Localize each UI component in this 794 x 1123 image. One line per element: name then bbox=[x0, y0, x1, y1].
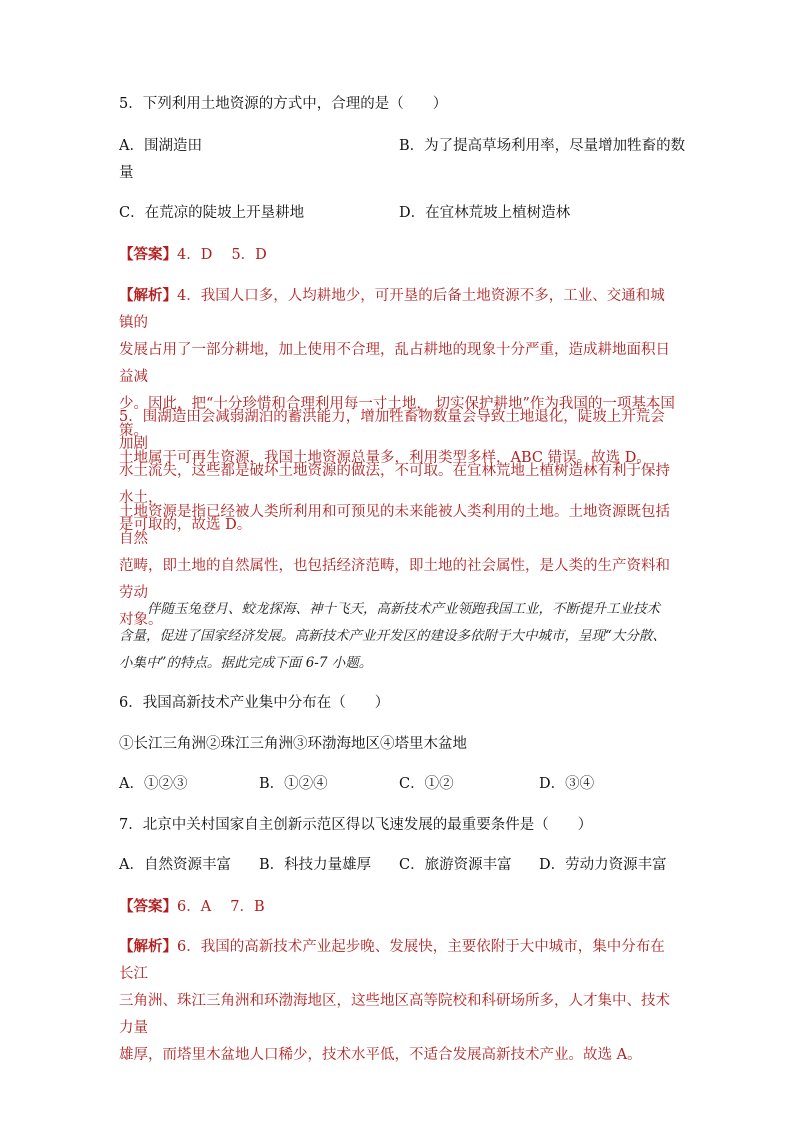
q6-option-a: A．①②③ bbox=[119, 776, 188, 792]
q5-option-c: C．在荒凉的陡坡上开垦耕地 bbox=[119, 205, 305, 221]
q6-option-b: B．①②④ bbox=[259, 776, 328, 792]
analysis-line: 是可取的，故选 D。 bbox=[119, 517, 252, 533]
q5-options-row-1 bbox=[119, 133, 686, 160]
analysis-text: 4．我国人口多，人均耕地少，可开垦的后备土地资源不多，工业、交通和城镇的 bbox=[119, 288, 665, 331]
q7-option-d: D．劳动力资源丰富 bbox=[539, 857, 667, 873]
analysis-line bbox=[119, 282, 679, 337]
q6-items: ①长江三角洲②珠江三角洲③环渤海地区④塔里木盆地 bbox=[119, 736, 467, 752]
q5-option-d: D．在宜林荒坡上植树造林 bbox=[399, 205, 571, 221]
q5-options-row-2 bbox=[119, 200, 679, 227]
material-line: 伴随玉兔登月、蛟龙探海、神十飞天，高新技术产业领跑我国工业，不断提升工业技术 bbox=[147, 601, 660, 617]
material-passage bbox=[119, 596, 679, 677]
q7-option-a: A．自然资源丰富 bbox=[119, 857, 231, 873]
analysis-line: 土地属于可再生资源，我国土地资源总量多，利用类型多样，ABC 错误。故选 D。 bbox=[119, 450, 651, 466]
q6-option-c: C．①② bbox=[399, 776, 454, 792]
analysis-block-2 bbox=[119, 933, 679, 1069]
analysis-line: 5．围湖造田会减弱湖泊的蓄洪能力，增加牲畜物数量会导致土地退化，陡坡上开荒会加剧 bbox=[119, 409, 665, 452]
answer-block-2 bbox=[119, 893, 265, 921]
answer-block-1 bbox=[119, 241, 267, 269]
analysis-line: 少。因此，把“十分珍惜和合理利用每一寸土地， 切实保护耕地”作为我国的一项基本国策。 bbox=[119, 396, 675, 439]
answer-text: 4．D 5．D bbox=[177, 247, 267, 263]
q5-option-b-continued: 量 bbox=[119, 165, 134, 181]
answer-tag: 【答案】 bbox=[119, 246, 177, 263]
analysis-line: 三角洲、珠江三角洲和环渤海地区，这些地区高等院校和科研场所多，人才集中、技术力量 bbox=[119, 993, 670, 1036]
analysis-line: 发展占用了一部分耕地，加上使用不合理，乱占耕地的现象十分严重，造成耕地面积日益减 bbox=[119, 342, 670, 385]
q5-option-b: B．为了提高草场利用率，尽量增加牲畜的数 bbox=[399, 138, 686, 154]
q5-option-a: A．围湖造田 bbox=[119, 138, 202, 154]
answer-text: 6．A 7．B bbox=[177, 899, 265, 915]
q7-options-row bbox=[119, 852, 679, 879]
analysis-tag: 【解析】 bbox=[119, 938, 177, 955]
q6-options-row bbox=[119, 771, 679, 798]
q6-stem: 6．我国高新技术产业集中分布在（ ） bbox=[119, 695, 390, 711]
analysis-line: 对象。 bbox=[119, 612, 163, 628]
analysis-line: 土地资源是指已经被人类所利用和可预见的未来能被人类利用的土地。土地资源既包括自然 bbox=[119, 504, 670, 547]
analysis-line bbox=[119, 933, 679, 988]
answer-tag: 【答案】 bbox=[119, 898, 177, 915]
q7-option-c: C．旅游资源丰富 bbox=[399, 857, 512, 873]
analysis-tag: 【解析】 bbox=[119, 287, 177, 304]
material-line: 含量，促进了国家经济发展。高新技术产业开发区的建设多依附于大中城市，呈现“大分散、 bbox=[119, 628, 666, 644]
q7-stem: 7．北京中关村国家自主创新示范区得以飞速发展的最重要条件是（ ） bbox=[119, 817, 593, 833]
analysis-line: 雄厚，而塔里木盆地人口稀少，技术水平低，不适合发展高新技术产业。故选 A。 bbox=[119, 1047, 642, 1063]
analysis-line: 范畴，即土地的自然属性，也包括经济范畴，即土地的社会属性，是人类的生产资料和劳动 bbox=[119, 558, 670, 601]
q6-option-d: D．③④ bbox=[539, 776, 595, 792]
q5-stem: 5．下列利用土地资源的方式中，合理的是（ ） bbox=[119, 96, 448, 112]
material-line: 小集中”的特点。据此完成下面 6-7 小题。 bbox=[119, 655, 373, 671]
q7-option-b: B．科技力量雄厚 bbox=[259, 857, 372, 873]
analysis-text: 6．我国的高新技术产业起步晚、发展快，主要依附于大中城市，集中分布在长江 bbox=[119, 939, 665, 982]
analysis-line: 水土流失，这些都是破坏土地资源的做法，不可取。在宜林荒地上植树造林有利于保持水土， bbox=[119, 463, 670, 506]
